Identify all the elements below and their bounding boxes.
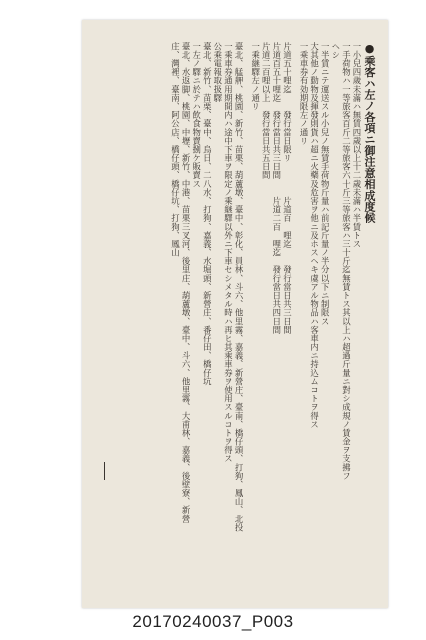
text-column: 一小兒四歲未滿ハ無賃四歲以上十二歲未滿ハ半賃トス xyxy=(352,42,362,249)
text-column: 一乘車券有効期限左ノ通リ xyxy=(299,42,310,146)
text-column: 臺北、艋舺、桃園、新竹、苗栗、葫蘆墩、臺中、彰化、員林、斗六、他里霧、嘉義、新營庄、臺南、橋仔頭、打狗、鳳山、北投 xyxy=(234,42,245,532)
document-heading: ●乘客ハ左ノ各項ニ御注意相成度候 xyxy=(363,42,376,224)
text-column: 片道百五十哩迄 發行當日共三日間 片道二百 哩迄 發行當日共四日間 xyxy=(271,42,282,335)
text-column: 片道五十哩迄 發行當日限リ 片道百 哩迄 發行當日共三日間 xyxy=(282,42,293,335)
text-column: 一乘継驛左ノ通リ xyxy=(250,42,261,111)
text-column: 一左ノ驛ニ於テハ飲食物賣捌ケ販賣ス xyxy=(191,42,202,189)
text-column: ヘシ xyxy=(330,42,341,60)
text-column: 臺北、水返脚、桃園、中壢、新竹、中港、苗栗三叉河、後里庄、葫蘆墩、臺中、斗六、他里霧、大甫林、嘉義、後壁寮、新營 xyxy=(181,42,192,524)
text-area xyxy=(102,42,376,582)
image-caption: 20170240037_P003 xyxy=(132,612,294,631)
text-column: 一手荷物ハ一等旅客百斤二等旅客六十斤三等旅客ハ三十斤迄無賃トス其以上ハ超過斤量ニ對シ成規ノ賃金ヲ支拂フ xyxy=(341,42,352,481)
text-column: 公乘電報取扱驛 xyxy=(212,42,223,103)
text-column: 庄、灣裡、臺南、阿公店、橋仔頭、橋仔坑、打狗、鳳山 xyxy=(170,42,181,257)
text-column: 片道二百哩以上 發行當日共五日間 xyxy=(261,42,272,180)
page-number-mark xyxy=(104,462,105,480)
text-column: 一半賃ニテ運送スル小兒ノ無賃手荷物斤量ハ前記斤量ノ半分以下ニ制限ス xyxy=(320,42,331,326)
text-column: 大其他ノ動物及揮發則貨ハ超ニ火藥及危害ヲ他ニ及ホスヘキ虞アル物品ハ客車内ニ持込ムコトヲ得ス xyxy=(309,42,320,429)
text-column: 臺北、新竹、苗栗、臺中、烏日、二八水、打狗、嘉義、水堀頭、新營庄、番仔田、橋仔坑 xyxy=(202,42,213,386)
document-page xyxy=(82,20,388,608)
vertical-text-columns xyxy=(170,42,376,582)
text-column xyxy=(244,42,250,582)
text-column: 一乘車券通用期間内ハ途中下車ヲ限定ノ乘継驛以外ニ下車セシメタル時ハ再ヒ其乘車券ヲ使用スルコトヲ得ス xyxy=(223,42,234,463)
